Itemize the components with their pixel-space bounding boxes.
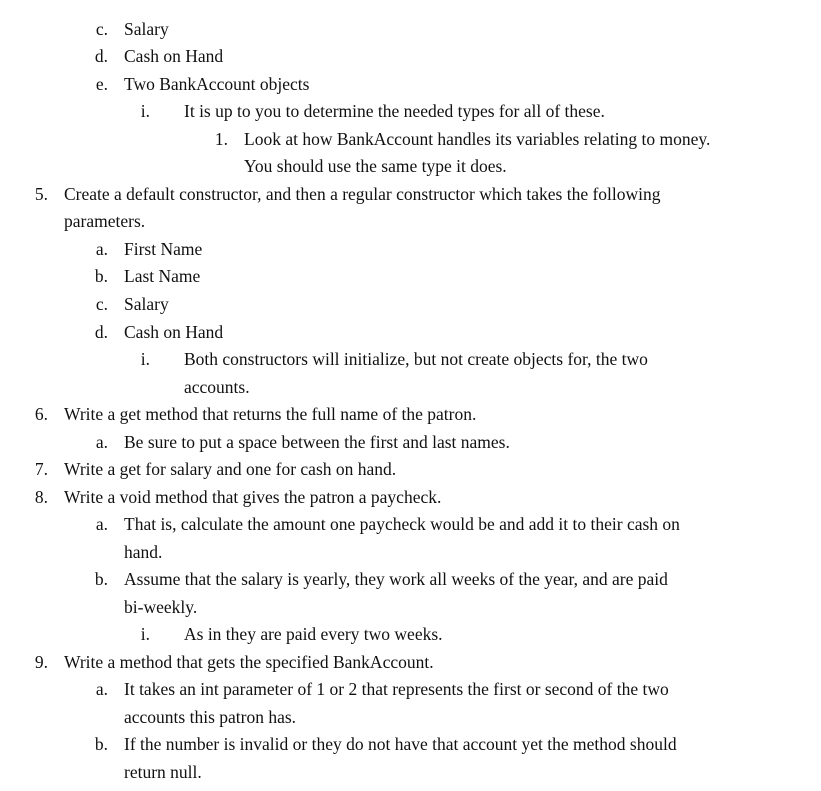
list-item-text: If the number is invalid or they do not have that account yet the method should bbox=[124, 734, 677, 754]
list-item-text-continued: accounts. bbox=[184, 377, 250, 397]
list-item-text: Cash on Hand bbox=[124, 322, 224, 342]
list-item-text: Salary bbox=[124, 19, 169, 39]
list-item-text: Two BankAccount objects bbox=[124, 74, 310, 94]
list-item-text-continued: parameters. bbox=[64, 211, 146, 231]
list-item-text-continued: return null. bbox=[124, 762, 202, 782]
list-marker: c. bbox=[95, 19, 108, 39]
list-item-text-continued: You should use the same type it does. bbox=[244, 156, 507, 176]
list-marker: a. bbox=[95, 514, 108, 534]
list-item-text: It takes an int parameter of 1 or 2 that represents the first or second of the two bbox=[124, 679, 669, 699]
list-marker: e. bbox=[95, 74, 108, 94]
list-item-text-continued: accounts this patron has. bbox=[124, 707, 297, 727]
list-item-text: Write a method that gets the specified BankAccount. bbox=[64, 652, 434, 672]
list-item-text: Write a void method that gives the patron a paycheck. bbox=[64, 487, 442, 507]
list-marker: i. bbox=[140, 349, 150, 369]
list-item-text: As in they are paid every two weeks. bbox=[184, 624, 443, 644]
list-item-text: Both constructors will initialize, but not create objects for, the two bbox=[184, 349, 648, 369]
list-item-text: Write a get method that returns the full name of the patron. bbox=[64, 404, 477, 424]
list-marker: a. bbox=[95, 432, 108, 452]
list-item-text: Be sure to put a space between the first and last names. bbox=[124, 432, 510, 452]
list-item-text: It is up to you to determine the needed types for all of these. bbox=[184, 101, 605, 121]
list-marker: a. bbox=[95, 679, 108, 699]
list-item-text-continued: bi-weekly. bbox=[124, 597, 198, 617]
list-item-text: Look at how BankAccount handles its variables relating to money. bbox=[244, 129, 711, 149]
list-marker: d. bbox=[94, 322, 108, 342]
list-marker: b. bbox=[94, 569, 108, 589]
list-marker: 5. bbox=[34, 184, 48, 204]
list-item-text: Assume that the salary is yearly, they work all weeks of the year, and are paid bbox=[124, 569, 668, 589]
list-marker: 1. bbox=[214, 129, 228, 149]
list-item-text-continued: hand. bbox=[124, 542, 163, 562]
list-item-text: Write a get for salary and one for cash on hand. bbox=[64, 459, 397, 479]
list-marker: 8. bbox=[34, 487, 48, 507]
list-marker: i. bbox=[140, 101, 150, 121]
list-marker: d. bbox=[94, 46, 108, 66]
list-item-text: First Name bbox=[124, 239, 203, 259]
list-item-text: Last Name bbox=[124, 266, 201, 286]
list-marker: a. bbox=[95, 239, 108, 259]
list-marker: b. bbox=[94, 734, 108, 754]
list-marker: c. bbox=[95, 294, 108, 314]
list-marker: 7. bbox=[34, 459, 48, 479]
list-item-text: That is, calculate the amount one paycheck would be and add it to their cash on bbox=[124, 514, 680, 534]
list-marker: 9. bbox=[34, 652, 48, 672]
list-item-text: Salary bbox=[124, 294, 169, 314]
list-item-text: Cash on Hand bbox=[124, 46, 224, 66]
list-marker: i. bbox=[140, 624, 150, 644]
list-marker: 6. bbox=[34, 404, 48, 424]
list-marker: b. bbox=[94, 266, 108, 286]
list-item-text: Create a default constructor, and then a regular constructor which takes the following bbox=[64, 184, 661, 204]
